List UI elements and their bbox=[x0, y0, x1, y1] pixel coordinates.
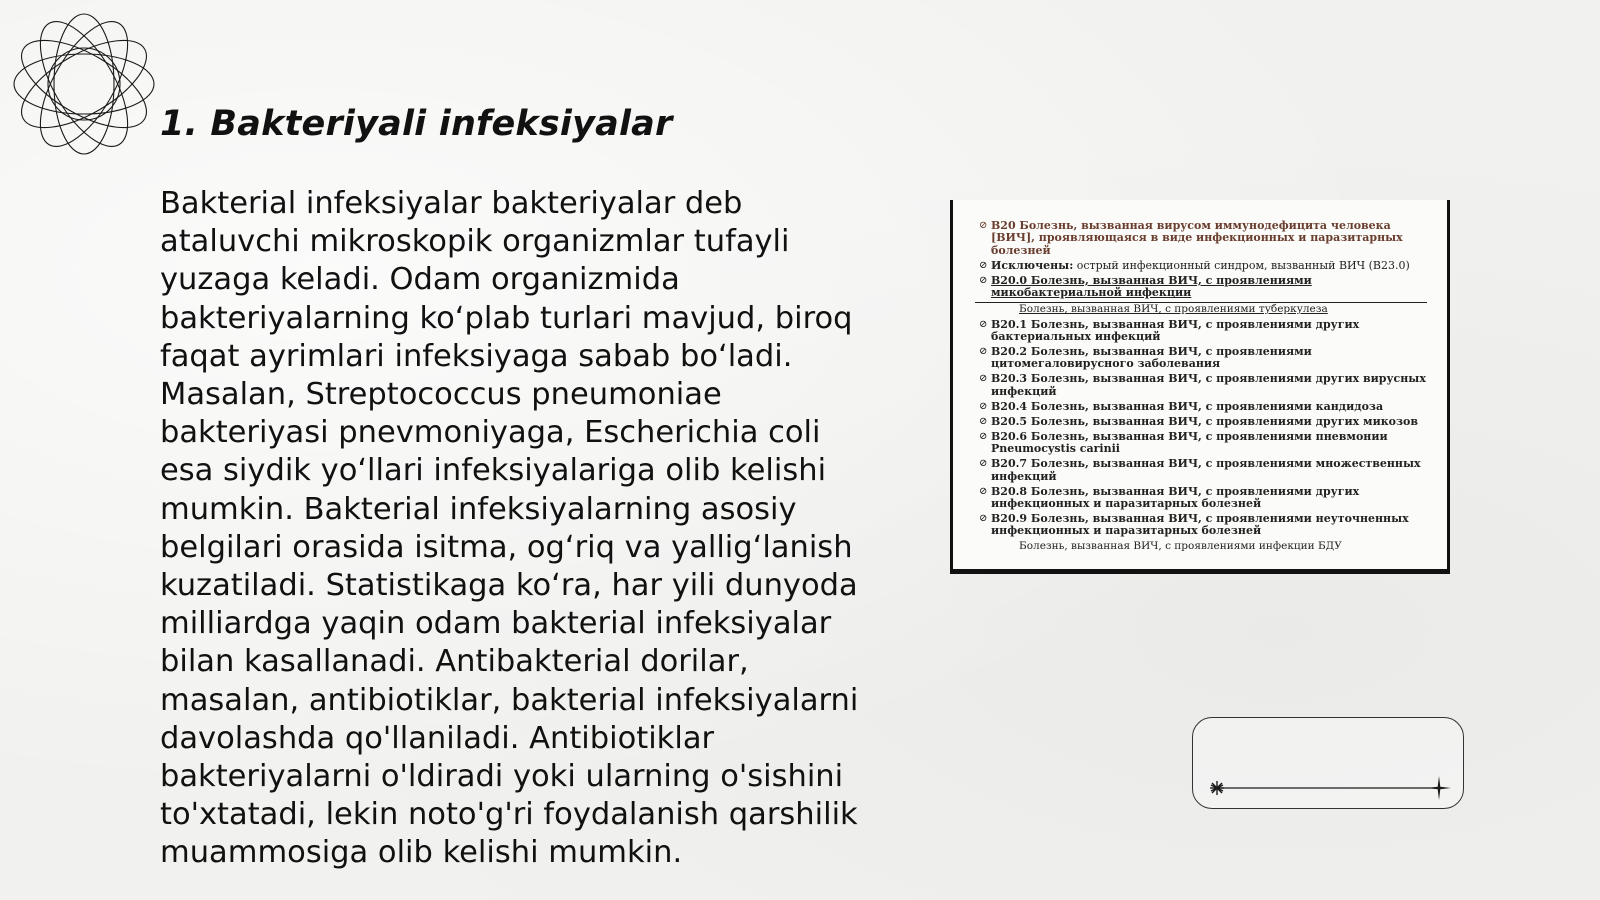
list-item: ⊘ B20.5 Болезнь, вызванная ВИЧ, с проявлениями других микозов bbox=[979, 414, 1419, 428]
list-item: ⊘ B20.8 Болезнь, вызванная ВИЧ, с проявлениями других инфекционных и паразитарных болезней bbox=[979, 484, 1360, 511]
body-line: masalan, antibiotiklar, bakterial infeksiyalarni bbox=[160, 682, 859, 718]
body-line: belgilari orasida isitma, og‘riq va yallig‘lanish bbox=[160, 529, 853, 565]
sparkle-icon bbox=[1427, 776, 1451, 800]
list-item: ⊘ B20 Болезнь, вызванная вирусом иммунодефицита человека [ВИЧ], проявляющаяся в виде инфекционных и паразитарных болезней bbox=[979, 219, 1403, 257]
body-line: esa siydik yo‘llari infeksiyalariga olib kelishi bbox=[160, 453, 827, 489]
list-item: ⊘ B20.7 Болезнь, вызванная ВИЧ, с проявлениями множественных инфекций bbox=[979, 457, 1421, 483]
list-subitem: Болезнь, вызванная ВИЧ, с проявлениями туберкулеза bbox=[975, 302, 1427, 315]
slide-body-text bbox=[160, 185, 859, 873]
icd-code-list-image bbox=[950, 200, 1450, 574]
body-line: davolashda qo'llaniladi. Antibiotiklar bbox=[160, 720, 715, 756]
body-line: yuzaga keladi. Odam organizmida bbox=[160, 262, 680, 298]
list-item: ⊘ B20.2 Болезнь, вызванная ВИЧ, с проявлениями цитомегаловирусного заболевания bbox=[979, 345, 1312, 371]
body-line: muammosiga olib kelishi mumkin. bbox=[160, 835, 683, 871]
list-item: ⊘ B20.3 Болезнь, вызванная ВИЧ, с проявлениями других вирусных инфекций bbox=[979, 372, 1426, 398]
body-line: bilan kasallanadi. Antibakterial dorilar, bbox=[160, 644, 749, 680]
list-item: ⊘ Исключены: острый инфекционный синдром, вызванный ВИЧ (B23.0) bbox=[979, 258, 1410, 272]
starburst-icon bbox=[1210, 781, 1224, 795]
body-line: bakteriyasi pnevmoniyaga, Escherichia coli bbox=[160, 415, 821, 451]
body-line: mumkin. Bakterial infeksiyalarning asosiy bbox=[160, 491, 797, 527]
list-subitem: Болезнь, вызванная ВИЧ, с проявлениями инфекции БДУ bbox=[1019, 540, 1342, 553]
body-line: to'xtatadi, lekin noto'g'ri foydalanish qarshilik bbox=[160, 797, 858, 833]
list-item: ⊘ B20.1 Болезнь, вызванная ВИЧ, с проявлениями других бактериальных инфекций bbox=[979, 317, 1360, 344]
list-item: ⊘ B20.4 Болезнь, вызванная ВИЧ, с проявлениями кандидоза bbox=[979, 399, 1384, 413]
body-line: kuzatiladi. Statistikaga ko‘ra, har yili dunyoda bbox=[160, 568, 858, 604]
list-item: ⊘ B20.9 Болезнь, вызванная ВИЧ, с проявлениями неуточненных инфекционных и паразитарных болезней bbox=[979, 512, 1409, 538]
body-line: Bakterial infeksiyalar bakteriyalar deb bbox=[160, 186, 743, 221]
body-line: bakteriyalarning ko‘plab turlari mavjud, biroq bbox=[160, 300, 853, 336]
slide-title: 1. Bakteriyali infeksiyalar bbox=[160, 104, 673, 144]
list-item: ⊘ B20.6 Болезнь, вызванная ВИЧ, с проявлениями пневмонии Pneumocystis carinii bbox=[979, 429, 1388, 456]
body-line: faqat ayrimlari infeksiyaga sabab bo‘ladi. bbox=[160, 338, 793, 374]
decorative-card bbox=[1192, 717, 1464, 809]
card-decoration bbox=[1193, 718, 1465, 810]
body-line: bakteriyalarni o'ldiradi yoki ularning o'sishini bbox=[160, 759, 844, 795]
orbital-rings-icon bbox=[10, 10, 158, 158]
list-item: ⊘ B20.0 Болезнь, вызванная ВИЧ, с проявлениями микобактериальной инфекции bbox=[979, 273, 1312, 300]
body-line: milliardga yaqin odam bakterial infeksiyalar bbox=[160, 606, 832, 642]
body-line: Masalan, Streptococcus pneumoniae bbox=[160, 377, 722, 413]
body-line: ataluvchi mikroskopik organizmlar tufayli bbox=[160, 224, 790, 260]
